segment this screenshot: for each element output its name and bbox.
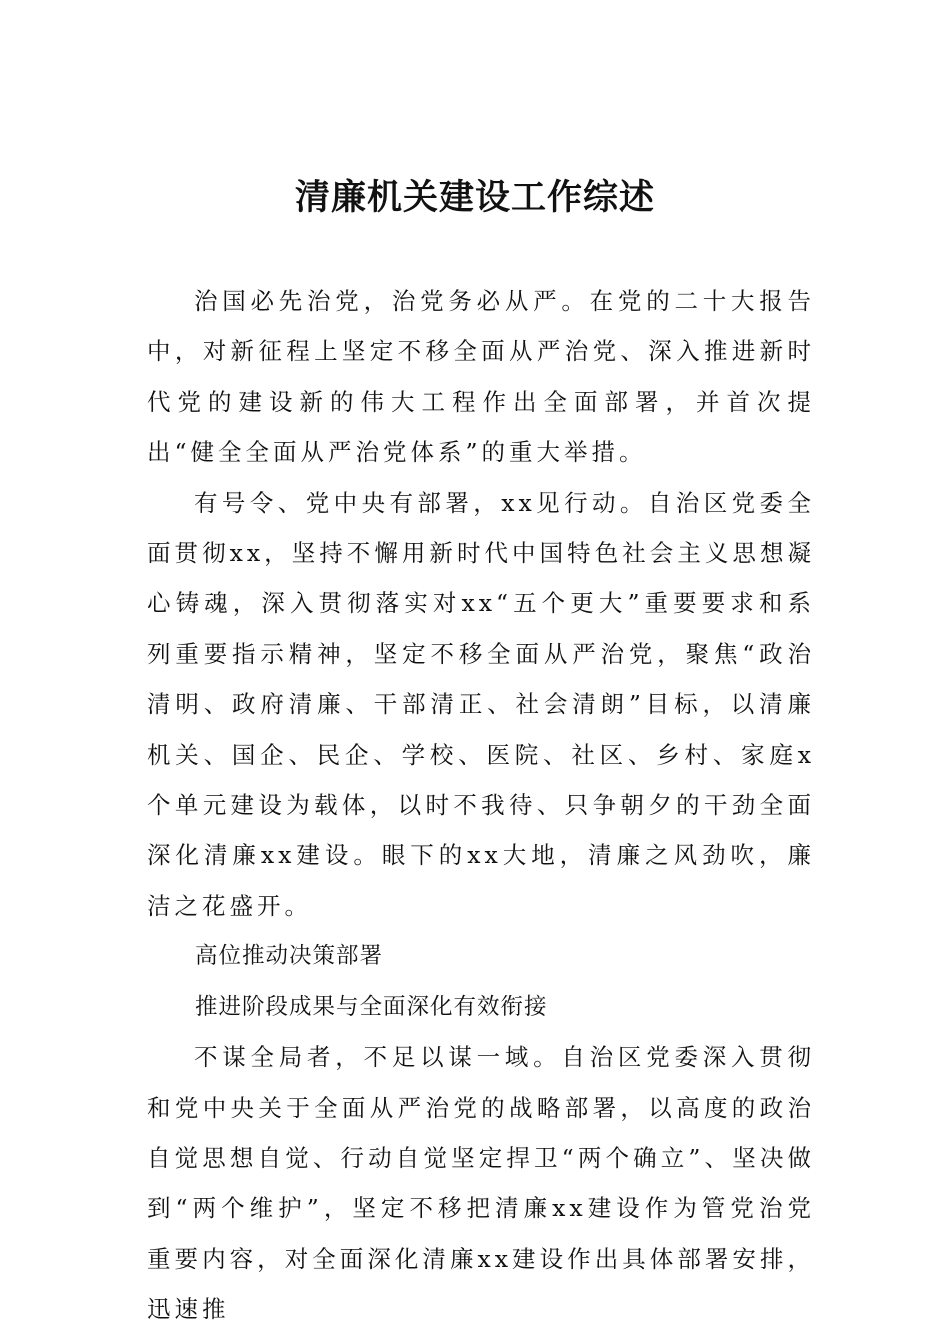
- body-paragraph: 有号令、党中央有部署，xx见行动。自治区党委全面贯彻xx，坚持不懈用新时代中国特色社会主义思想凝心铸魂，深入贯彻落实对xx“五个更大”重要要求和系列重要指示精神，坚定不移全面从严治党，聚焦“政治清明、政府清廉、干部清正、社会清朗”目标，以清廉机关、国企、民企、学校、医院、社区、乡村、家庭x个单元建设为载体，以时不我待、只争朝夕的干劲全面深化清廉xx建设。眼下的xx大地，清廉之风劲吹，廉洁之花盛开。: [147, 488, 815, 920]
- document-title: 清廉机关建设工作综述: [294, 177, 655, 218]
- section-heading: 高位推动决策部署: [195, 943, 384, 970]
- section-subheading: 推进阶段成果与全面深化有效衔接: [195, 993, 548, 1020]
- body-paragraph: 治国必先治党，治党务必从严。在党的二十大报告中，对新征程上坚定不移全面从严治党、深入推进新时代党的建设新的伟大工程作出全面部署，并首次提出“健全全面从严治党体系”的重大举措。: [147, 287, 815, 467]
- document-body: [147, 276, 815, 1335]
- body-paragraph: 不谋全局者，不足以谋一域。自治区党委深入贯彻和党中央关于全面从严治党的战略部署，以高度的政治自觉思想自觉、行动自觉坚定捍卫“两个确立”、坚决做到“两个维护”，坚定不移把清廉xx建设作为管党治党重要内容，对全面深化清廉xx建设作出具体部署安排，迅速推: [147, 1043, 815, 1324]
